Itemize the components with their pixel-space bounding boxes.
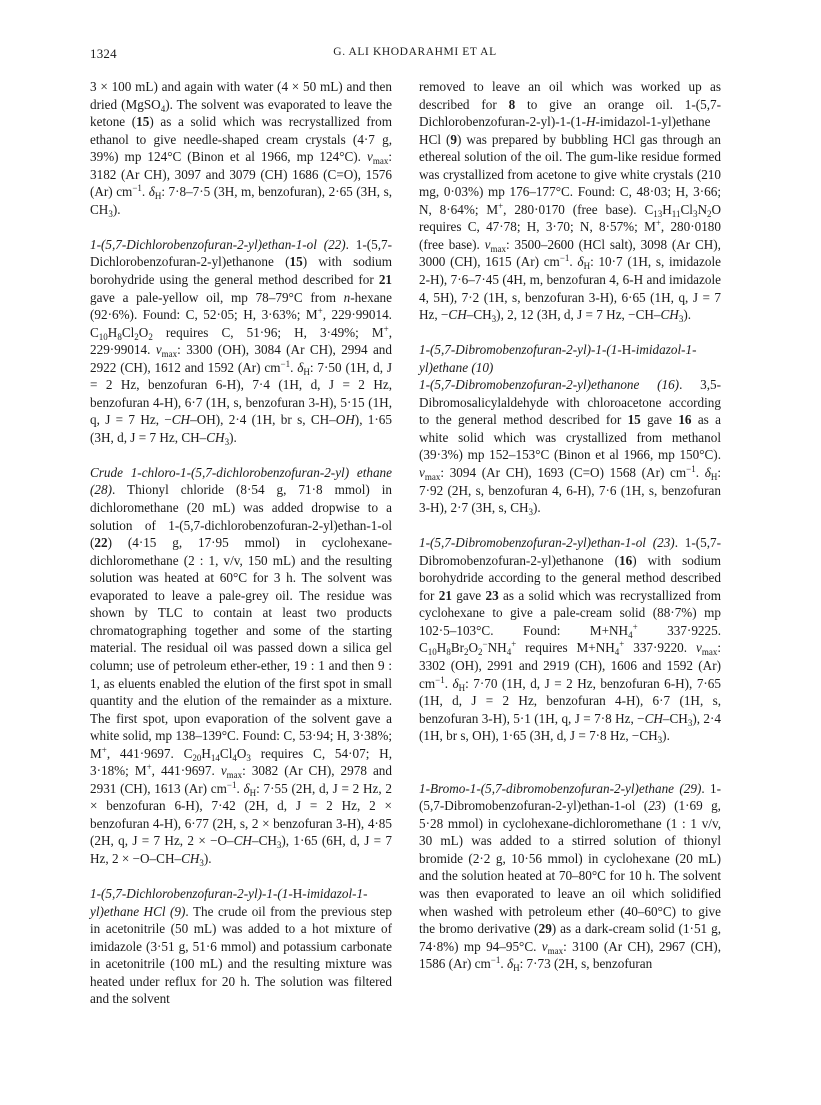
paragraph-gap <box>419 745 721 763</box>
right-column-paragraph: 1-(5,7-Dibromobenzofuran-2-yl)-1-(1-H-imidazol-1-yl)ethane (10) <box>419 342 697 375</box>
right-column-paragraph: 1-(5,7-Dibromobenzofuran-2-yl)ethan-1-ol (23). 1-(5,7-Dibromobenzofuran-2-yl)ethanone (16) with sodium borohydride according to the general method described for 21 gave 23 as a solid which was recrystallized from cyclohexane to give a pale-cream solid (88·7%) mp 102·5–103°C. Found: $M+NH_4^+$ 337·9225. $C_{10}H_8Br_2O_2^-NH_4^+$ requires $M+NH_4^+$ 337·9220. $\nu_{max}$: 3302 (OH), 2991 and 2919 (CH), 1606 and 1592 (Ar) $cm^{-1}$. $\delta_H$: 7·70 (1H, d, J = 2 Hz, benzofuran 6-H), 7·65 (1H, d, J = 2 Hz, benzofuran 4-H), 6·7 (1H, s, benzofuran 3-H), 5·1 (1H, q, J = 7·8 Hz, $-CH-CH_3$), 2·4 (1H, br s, OH), 1·65 (3H, d, J = 7·8 Hz, $-CH_3$). <box>419 535 721 746</box>
paragraph-gap <box>90 446 392 464</box>
paragraph-gap <box>419 762 721 780</box>
paragraph-gap <box>419 517 721 535</box>
left-column-paragraph: Crude 1-chloro-1-(5,7-dichlorobenzofuran-2-yl) ethane (28). Thionyl chloride (8·54 g, 71·8 mmol) in dichloromethane (20 mL) was added dropwise to a solution of 1-(5,7-dichlorobenzofuran-2-yl)ethan-1-ol (22) (4·15 g, 17·95 mmol) in cyclohexane-dichloromethane (2 : 1, v/v, 150 mL) and the resulting solution was heated at 60°C for 3 h. The solvent was evaporated to leave a pale-grey oil. The residue was shown by TLC to contain at least two products chromatographing together and some of the starting material. The residual oil was passed down a silica gel column; use of petroleum ether-ether, 19 : 1 and then 9 : 1, as eluents enabled the elution of the first spot in small quantity and the elution of the remainder as a mixture. The first spot, upon evaporation of the solvent gave a white solid, mp 138–139°C. Found: C, 53·94; H, 3·38%; M+, 441·9697. $C_{20}H_{14}Cl_4O_3$ requires C, 54·07; H, 3·18%; M+, 441·9697. $\nu_{max}$: 3082 (Ar CH), 2978 and 2931 (CH), 1613 (Ar) $cm^{-1}$. $\delta_H$: 7·55 (2H, d, J = 2 Hz, 2 × benzofuran 6-H), 7·42 (2H, d, J = 2 Hz, 2 × benzofuran 4-H), 6·77 (2H, s, 2 × benzofuran 3-H), 4·85 (2H, q, J = 7 Hz, $2 \times -O-CH-CH_3$), 1·65 (6H, d, J = 7 Hz, $2 \times -O-CH-CH_3$). <box>90 464 392 868</box>
paragraph-gap <box>419 324 721 342</box>
page-number: 1324 <box>90 46 117 61</box>
right-column <box>419 78 721 973</box>
running-head: G. ALI KHODARAHMI ET AL <box>333 46 497 58</box>
paragraph-gap <box>90 868 392 886</box>
left-column-paragraph: 1-(5,7-Dichlorobenzofuran-2-yl)ethan-1-ol (22). 1-(5,7-Dichlorobenzofuran-2-yl)ethanone (15) with sodium borohydride using the general method described for 21 gave a pale-yellow oil, mp 78–79°C from n-hexane (92·6%). Found: C, 52·05; H, 3·63%; M+, 229·99014. $C_{10}H_8Cl_2O_2$ requires C, 51·96; H, 3·49%; M+, 229·99014. $\nu_{max}$: 3300 (OH), 3084 (Ar CH), 2994 and 2922 (CH), 1612 and 1592 (Ar) $cm^{-1}$. $\delta_H$: 7·50 (1H, d, J = 2 Hz, benzofuran 6-H), 7·4 (1H, d, J = 2 Hz, benzofuran 4-H), 6·7 (1H, s, benzofuran 3-H), 5·15 (1H, q, J = 7 Hz, −CH–OH), 2·4 (1H, br s, CH–OH), 1·65 (3H, d, J = 7 Hz, $CH-CH_3$). <box>90 236 393 447</box>
right-column-paragraph: 1-(5,7-Dibromobenzofuran-2-yl)ethanone (16). 3,5-Dibromosalicylaldehyde with chloroacetone according to the general method described for 15 gave 16 as a white solid which was crystallized from methanol (39·3%) mp 152–153°C (Binon et al 1966, mp 150°C). $\nu_{max}$: 3094 (Ar CH), 1693 (C=O) 1568 (Ar) $cm^{-1}$. $\delta_H$: 7·92 (2H, s, benzofuran 4, 6-H), 7·6 (1H, s, benzofuran 3-H), 2·7 (3H, s, $CH_3$). <box>419 377 722 518</box>
paragraph-gap <box>90 218 392 236</box>
right-column-paragraph: 1-Bromo-1-(5,7-dibromobenzofuran-2-yl)ethane (29). 1-(5,7-Dibromobenzofuran-2-yl)ethan-1-ol (23) (1·69 g, 5·28 mmol) in cyclohexane-dichloromethane (1 : 1 v/v, 30 mL) was added to a stirred solution of thionyl bromide (2·2 g, 10·56 mmol) in cyclohexane (20 mL) and the solution heated at 70–80°C for 10 h. The solvent was then evaporated to leave an oil which solidified when washed with petroleum ether (40–60°C) to give the bromo derivative (29) as a dark-cream solid (1·51 g, 74·8%) mp 94–95°C. $\nu_{max}$: 3100 (Ar CH), 2967 (CH), 1586 (Ar) $cm^{-1}$. $\delta_H$: 7·73 (2H, s, benzofuran <box>419 780 721 974</box>
left-column-paragraph: 3 × 100 mL) and again with water (4 × 50 mL) and then dried (MgSO$_4$). The solvent was evaporated to leave the ketone (15) as a solid which was recrystallized from ethanol to give needle-shaped cream crystals (4·7 g, 39%) mp 124°C (Binon et al 1966, mp 124°C). $\nu_{max}$: 3182 (Ar CH), 3097 and 3079 (CH) 1686 (C=O), 1576 (Ar) $cm^{-1}$. $\delta_H$: 7·8–7·5 (3H, m, benzofuran), 2·65 (3H, s, $CH_3$). <box>90 79 392 219</box>
page-header <box>90 46 740 66</box>
right-column-paragraph: removed to leave an oil which was worked up as described for 8 to give an orange oil. 1-(5,7-Dichlorobenzofuran-2-yl)-1-(1-H-imidazol-1-yl)ethane HCl (9) was prepared by bubbling HCl gas through an ethereal solution of the oil. The gum-like residue formed was crystallized from acetone to give white crystals (210 mg, 0·03%) mp 176–177°C. Found: C, 48·03; H, 3·66; N, 8·64%; M+, 280·0170 (free base). $C_{13}H_{11}Cl_3N_2O$ requires C, 47·78; H, 3·70; N, 8·57%; M+, 280·0180 (free base). $\nu_{max}$: 3500–2600 (HCl salt), 3098 (Ar CH), 3000 (CH), 1615 (Ar) $cm^{-1}$. $\delta_H$: 10·7 (1H, s, imidazole 2-H), 7·6–7·45 (4H, m, benzofuran 4, 6-H and imidazole 4, 5H), 7·2 (1H, s, benzofuran 3-H), 6·65 (1H, q, J = 7 Hz, $-CH-CH_3$), 2, 12 (3H, d, J = 7 Hz, $-CH-CH_3$). <box>419 79 722 325</box>
left-column-paragraph: 1-(5,7-Dichlorobenzofuran-2-yl)-1-(1-H-imidazol-1-yl)ethane HCl (9). The crude oil from the previous step in acetonitrile (50 mL) was added to a hot mixture of imidazole (3·51 g, 51·6 mmol) and potassium carbonate in acetonitrile (100 mL) and the resulting mixture was heated under reflux for 20 h. The solution was filtered and the solvent <box>90 886 392 1007</box>
left-column <box>90 78 392 1008</box>
